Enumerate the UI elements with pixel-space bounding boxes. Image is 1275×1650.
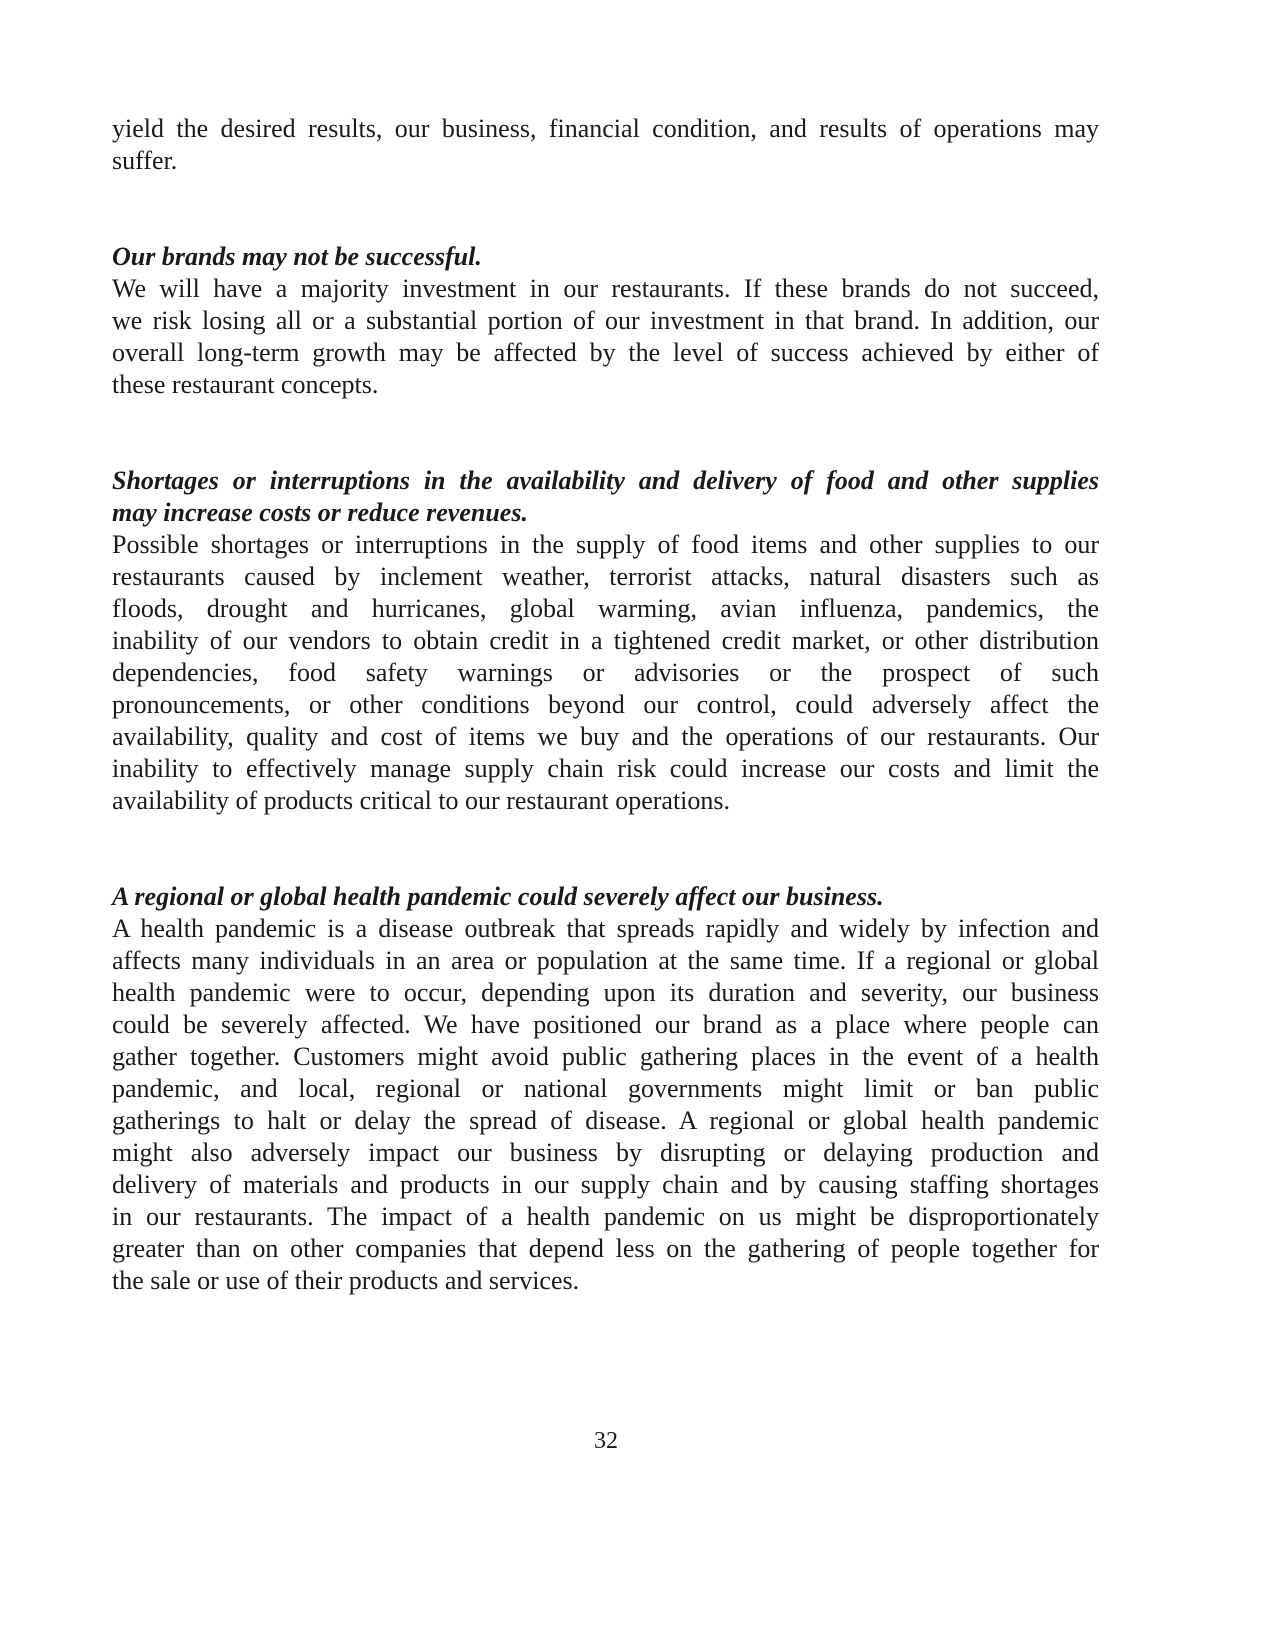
body-line: we risk losing all or a substantial portion of our investment in that brand. In addition, our: [112, 306, 1099, 335]
body-line: restaurants caused by inclement weather, terrorist attacks, natural disasters such as: [112, 562, 1099, 591]
heading-line: Our brands may not be successful.: [112, 242, 482, 271]
risk-section: [112, 241, 1099, 401]
body-line: these restaurant concepts.: [112, 370, 379, 399]
body-line: health pandemic were to occur, depending upon its duration and severity, our business: [112, 978, 1099, 1007]
body-line: the sale or use of their products and services.: [112, 1266, 580, 1295]
body-line: dependencies, food safety warnings or advisories or the prospect of such: [112, 658, 1099, 687]
body-line: Possible shortages or interruptions in the supply of food items and other supplies to our: [112, 530, 1099, 559]
risk-section: [112, 881, 1099, 1297]
body-line: in our restaurants. The impact of a health pandemic on us might be disproportionately: [112, 1202, 1099, 1231]
section-body: [112, 113, 1099, 177]
body-line: suffer.: [112, 146, 178, 175]
section-body: [112, 913, 1099, 1297]
body-line: pronouncements, or other conditions beyond our control, could adversely affect the: [112, 690, 1099, 719]
body-line: inability to effectively manage supply chain risk could increase our costs and limit the: [112, 754, 1099, 783]
body-line: availability, quality and cost of items we buy and the operations of our restaurants. Our: [112, 722, 1099, 751]
body-line: overall long-term growth may be affected by the level of success achieved by either of: [112, 338, 1099, 367]
risk-section: [112, 465, 1099, 817]
body-line: could be severely affected. We have positioned our brand as a place where people can: [112, 1010, 1099, 1039]
section-heading: [112, 465, 1099, 529]
section-body: [112, 273, 1099, 401]
body-line: We will have a majority investment in our restaurants. If these brands do not succeed,: [112, 274, 1099, 303]
body-line: A health pandemic is a disease outbreak that spreads rapidly and widely by infection and: [112, 914, 1099, 943]
section-heading: [112, 241, 1099, 273]
heading-line: Shortages or interruptions in the availability and delivery of food and other supplies: [112, 466, 1099, 495]
section-heading: [112, 881, 1099, 913]
body-line: inability of our vendors to obtain credit in a tightened credit market, or other distribution: [112, 626, 1099, 655]
page-number: 32: [594, 1428, 618, 1454]
body-line: might also adversely impact our business by disrupting or delaying production and: [112, 1138, 1099, 1167]
body-line: pandemic, and local, regional or national governments might limit or ban public: [112, 1074, 1099, 1103]
risk-section: [112, 113, 1099, 177]
body-line: gather together. Customers might avoid public gathering places in the event of a health: [112, 1042, 1099, 1071]
body-line: delivery of materials and products in our supply chain and by causing staffing shortages: [112, 1170, 1099, 1199]
body-line: affects many individuals in an area or population at the same time. If a regional or global: [112, 946, 1099, 975]
body-line: gatherings to halt or delay the spread of disease. A regional or global health pandemic: [112, 1106, 1099, 1135]
body-line: yield the desired results, our business, financial condition, and results of operations may: [112, 114, 1099, 143]
body-line: floods, drought and hurricanes, global warming, avian influenza, pandemics, the: [112, 594, 1099, 623]
section-body: [112, 529, 1099, 817]
heading-line: A regional or global health pandemic could severely affect our business.: [112, 882, 884, 911]
heading-line: may increase costs or reduce revenues.: [112, 498, 528, 527]
body-line: greater than on other companies that depend less on the gathering of people together for: [112, 1234, 1099, 1263]
document-page: [112, 113, 1099, 1361]
body-line: availability of products critical to our restaurant operations.: [112, 786, 731, 815]
